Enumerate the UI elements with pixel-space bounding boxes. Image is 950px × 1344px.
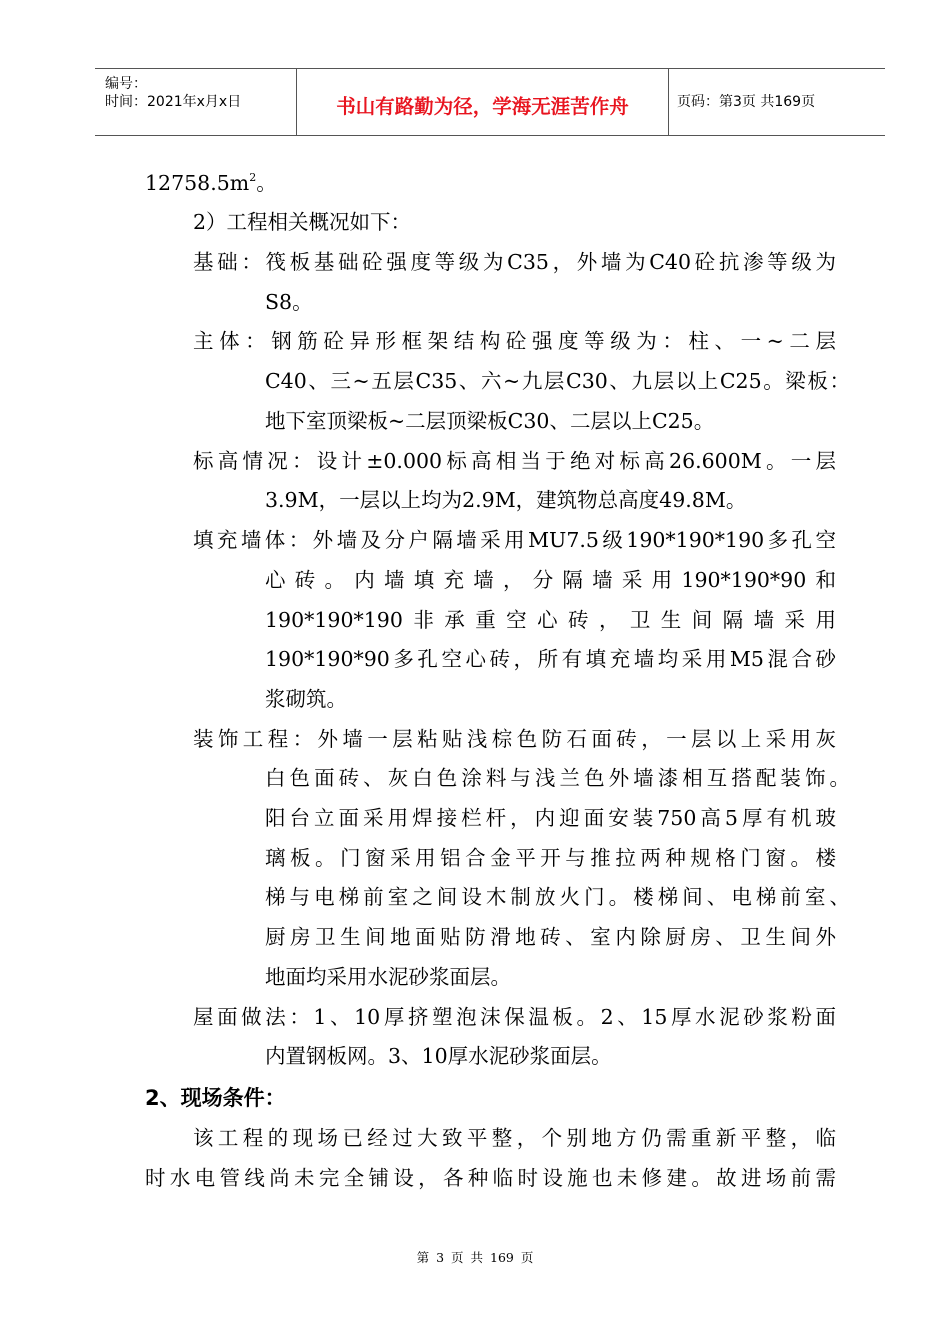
header-page-cell [669,69,885,135]
decoration-line-1: 装饰工程：外墙一层粘贴浅棕色防石面砖，一层以上采用灰 [193,727,836,751]
main-structure-line-3: 地下室顶梁板~二层顶梁板C30、二层以上C25。 [265,409,715,433]
header-motto: 书山有路勤为径，学海无涯苦作舟 [336,95,629,118]
roof-line-1: 屋面做法：1、10厚挤塑泡沫保温板。2、15厚水泥砂浆粉面 [193,1005,836,1029]
decoration-line-6: 厨房卫生间地面贴防滑地砖、室内除厨房、卫生间外 [265,925,836,949]
decoration-line-4: 璃板。门窗采用铝合金平开与推拉两种规格门窗。楼 [265,846,836,870]
decoration-line-2: 白色面砖、灰白色涂料与浅兰色外墙漆相互搭配装饰。 [265,766,850,790]
roof-line-2: 内置钢板网。3、10厚水泥砂浆面层。 [265,1044,612,1068]
infill-wall-line-5: 浆砌筑。 [265,687,347,711]
header-motto-cell [297,69,669,135]
header-page-label: 页码：第3页 共169页 [677,94,816,110]
decoration-line-7: 地面均采用水泥砂浆面层。 [265,965,511,989]
header-meta-cell [95,69,297,135]
foundation-line-2: S8。 [265,290,313,314]
infill-wall-line-4: 190*190*90多孔空心砖，所有填充墙均采用M5混合砂 [265,647,836,671]
decoration-line-5: 梯与电梯前室之间设木制放火门。楼梯间、电梯前室、 [265,885,850,909]
infill-wall-line-3: 190*190*190非承重空心砖，卫生间隔墙采用 [265,608,836,632]
foundation-line-1: 基础：筏板基础砼强度等级为C35，外墙为C40砼抗渗等级为 [193,250,836,274]
site-conditions-heading: 2、现场条件： [145,1086,286,1110]
decoration-line-3: 阳台立面采用焊接栏杆，内迎面安装750高5厚有机玻 [265,806,836,830]
page-header [95,68,885,136]
area-value: 12758.5m [145,171,250,195]
document-time-label: 时间：2021年x月x日 [105,94,242,110]
page-footer: 第 3 页 共 169 页 [416,1250,534,1265]
area-end: 。 [256,171,277,195]
site-paragraph-line-1: 该工程的现场已经过大致平整，个别地方仍需重新平整，临 [193,1126,836,1150]
infill-wall-line-1: 填充墙体：外墙及分户隔墙采用MU7.5级190*190*190多孔空 [193,528,836,552]
infill-wall-line-2: 心砖。内墙填充墙，分隔墙采用190*190*90和 [265,568,836,592]
elevation-line-1: 标高情况：设计±0.000标高相当于绝对标高26.600M。一层 [193,449,836,473]
intro-line: 2）工程相关概况如下： [193,210,412,234]
document-number-label: 编号： [105,76,147,92]
main-structure-line-2: C40、三~五层C35、六~九层C30、九层以上C25。梁板： [265,369,850,393]
area-superscript: 2 [249,171,257,184]
site-paragraph-line-2: 时水电管线尚未完全铺设，各种临时设施也未修建。故进场前需 [145,1166,836,1190]
area-line [145,170,277,196]
main-structure-line-1: 主体：钢筋砼异形框架结构砼强度等级为：柱、一~二层 [193,329,836,353]
elevation-line-2: 3.9M，一层以上均为2.9M，建筑物总高度49.8M。 [265,488,747,512]
